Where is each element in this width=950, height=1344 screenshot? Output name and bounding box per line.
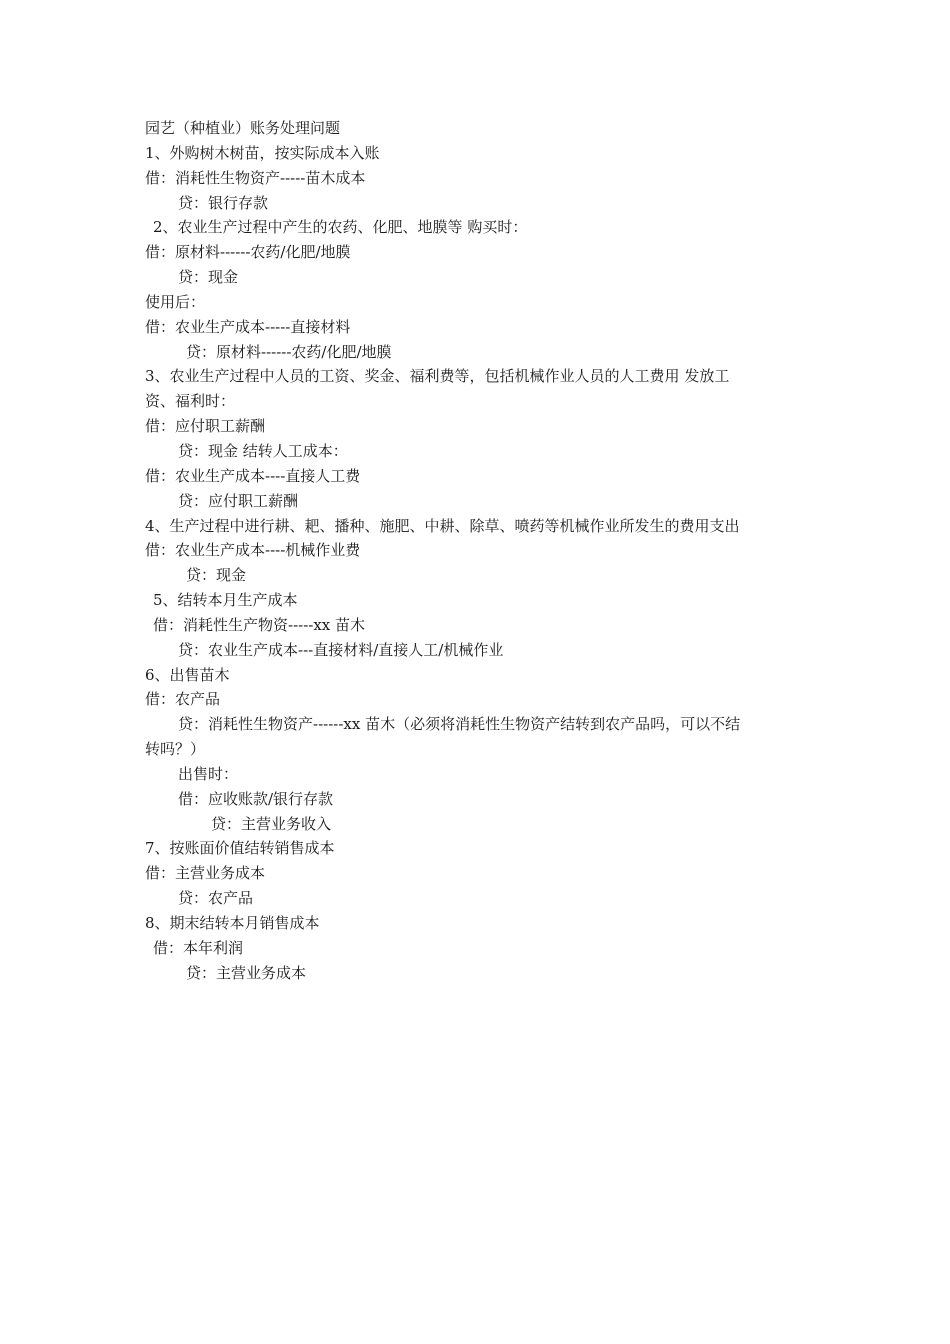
debit-entry: 借：消耗性生物资产-----苗木成本 [145,168,366,187]
debit-entry: 借：消耗性生产物资-----xx 苗木 [153,615,366,634]
section-6-heading: 6、出售苗木 [145,665,230,684]
subheading: 使用后： [145,292,206,311]
debit-entry: 借：应付职工薪酬 [145,417,266,436]
section-5-heading: 5、结转本月生产成本 [153,591,298,610]
section-4-heading: 4、生产过程中进行耕、耙、播种、施肥、中耕、除草、喷药等机械作业所发生的费用支出 [145,516,740,535]
debit-entry: 借：农业生产成本-----直接材料 [145,317,351,336]
credit-entry: 贷：主营业务成本 [186,963,307,982]
credit-entry: 贷：银行存款 [178,193,269,212]
debit-entry: 借：主营业务成本 [145,864,266,883]
section-2-heading: 2、农业生产过程中产生的农药、化肥、地膜等 购买时： [153,218,528,237]
debit-entry: 借：本年利润 [153,938,244,957]
credit-entry: 贷：农业生产成本---直接材料/直接人工/机械作业 [178,640,504,659]
document-body [145,116,810,986]
section-7-heading: 7、按账面价值结转销售成本 [145,839,335,858]
credit-entry: 贷：现金 结转人工成本： [178,441,348,460]
debit-entry: 借：应收账款/银行存款 [178,789,334,808]
credit-entry: 贷：原材料------农药/化肥/地膜 [186,342,392,361]
subheading: 出售时： [178,764,239,783]
debit-entry: 借：农业生产成本----直接人工费 [145,466,361,485]
debit-entry: 借：农业生产成本----机械作业费 [145,541,361,560]
credit-entry: 贷：现金 [186,566,247,585]
credit-entry-continued: 转吗？） [145,740,206,759]
section-8-heading: 8、期末结转本月销售成本 [145,914,320,932]
section-1-heading: 1、外购树木树苗，按实际成本入账 [145,143,380,162]
credit-entry: 贷：应付职工薪酬 [178,491,299,510]
credit-entry: 贷：现金 [178,268,239,287]
document-title: 园艺（种植业）账务处理问题 [145,119,341,137]
debit-entry: 借：农产品 [145,690,221,709]
debit-entry: 借：原材料------农药/化肥/地膜 [145,243,351,262]
credit-entry: 贷：主营业务收入 [211,814,332,833]
section-3-heading: 3、农业生产过程中人员的工资、奖金、福利费等，包括机械作业人员的人工费用 发放工 [145,367,730,386]
section-3-heading-continued: 资、福利时： [145,392,236,411]
credit-entry: 贷：农产品 [178,889,254,908]
credit-entry: 贷：消耗性生物资产------xx 苗木（必须将消耗性生物资产结转到农产品吗，可以不结 [178,715,741,734]
